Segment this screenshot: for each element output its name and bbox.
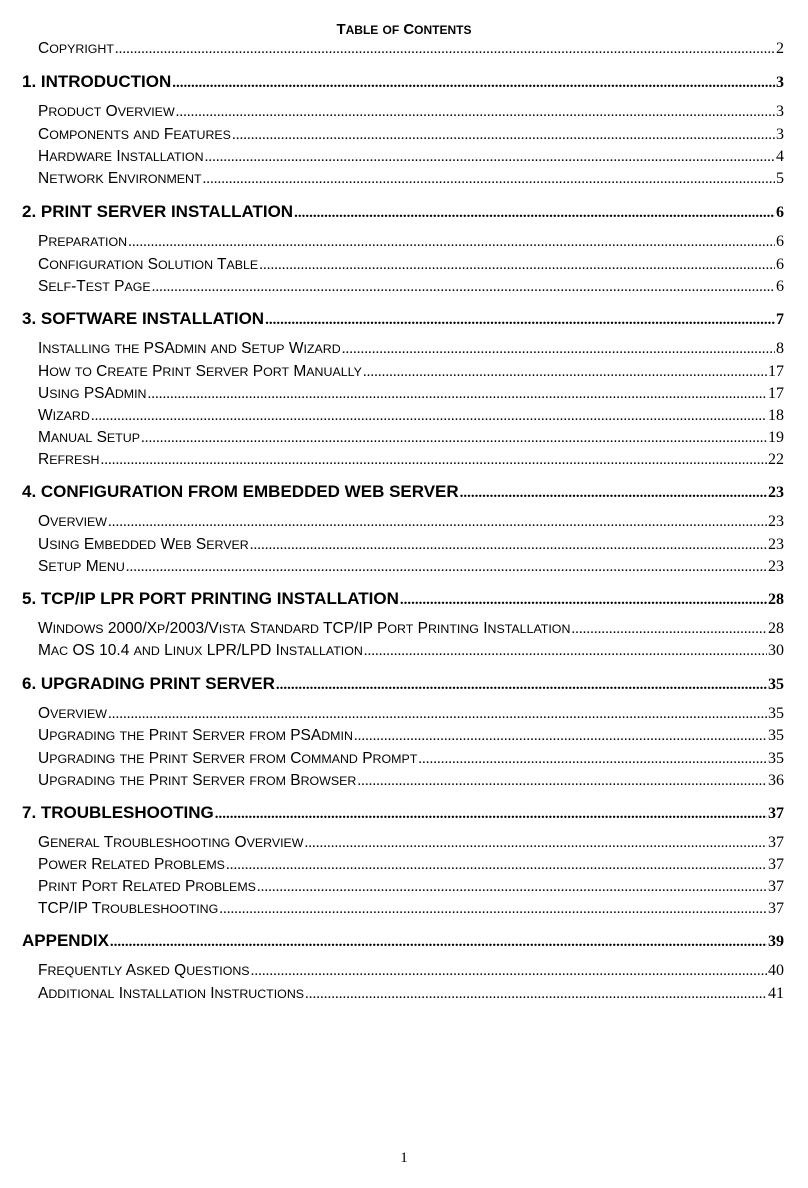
dot-leader	[128, 234, 775, 251]
toc-entry-tcpip-troubleshooting[interactable]: TCP/IP TROUBLESHOOTING ..... 37	[38, 900, 784, 920]
dot-leader	[126, 559, 767, 576]
toc-entry-general-troubleshooting[interactable]: GENERAL TROUBLESHOOTING OVERVIEW ..... 37	[38, 834, 784, 854]
dot-leader	[141, 430, 767, 447]
dot-leader	[357, 773, 767, 790]
dot-leader	[110, 934, 767, 951]
toc-entry-power-problems[interactable]: POWER RELATED PROBLEMS ..... 37	[38, 856, 784, 876]
toc-entry-self-test-page[interactable]: SELF-TEST PAGE ..... 6	[38, 278, 784, 298]
dot-leader	[215, 806, 767, 823]
dot-leader	[100, 452, 767, 469]
toc-section-print-server-installation[interactable]: 2. PRINT SERVER INSTALLATION ..... 6	[22, 202, 784, 222]
dot-leader	[364, 643, 767, 660]
toc-entry-using-embedded-web-server[interactable]: USING EMBEDDED WEB SERVER ..... 23	[38, 536, 784, 556]
toc-entry-additional-instructions[interactable]: ADDITIONAL INSTALLATION INSTRUCTIONS ..... 41	[38, 985, 784, 1005]
dot-leader	[205, 149, 775, 166]
dot-leader	[219, 901, 767, 918]
dot-leader	[108, 514, 767, 531]
toc-entry-components-features[interactable]: COMPONENTS AND FEATURES ..... 3	[38, 126, 784, 146]
toc-entry-copyright[interactable]: COPYRIGHT ..... 2	[38, 40, 784, 60]
toc-section-introduction[interactable]: 1. INTRODUCTION ..... 3	[22, 72, 784, 92]
dot-leader	[418, 751, 767, 768]
dot-leader	[305, 835, 768, 852]
page-number: 1	[400, 1150, 408, 1166]
dot-leader	[276, 677, 767, 694]
toc-title: TABLE OF CONTENTS	[336, 21, 472, 38]
dot-leader	[108, 706, 767, 723]
dot-leader	[354, 728, 767, 745]
dot-leader	[251, 963, 767, 980]
toc-section-upgrading-print-server[interactable]: 6. UPGRADING PRINT SERVER ..... 35	[22, 674, 784, 694]
toc-entry-faq[interactable]: FREQUENTLY ASKED QUESTIONS ..... 40	[38, 962, 784, 982]
toc-entry-refresh[interactable]: REFRESH ..... 22	[38, 451, 784, 471]
toc-entry-manual-setup[interactable]: MANUAL SETUP ..... 19	[38, 429, 784, 449]
dot-leader	[571, 621, 767, 638]
toc-entry-setup-menu[interactable]: SETUP MENU ..... 23	[38, 558, 784, 578]
toc-section-software-installation[interactable]: 3. SOFTWARE INSTALLATION ..... 7	[22, 309, 784, 329]
dot-leader	[148, 386, 768, 403]
dot-leader	[203, 171, 775, 188]
dot-leader	[259, 257, 775, 274]
toc-entry-product-overview[interactable]: PRODUCT OVERVIEW ..... 3	[38, 103, 784, 123]
dot-leader	[342, 341, 775, 358]
toc-entry-preparation[interactable]: PREPARATION ..... 6	[38, 233, 784, 253]
dot-leader	[265, 312, 775, 329]
dot-leader	[115, 41, 775, 58]
dot-leader	[152, 279, 775, 296]
toc-entry-upgrade-from-psadmin[interactable]: UPGRADING THE PRINT SERVER FROM PSADMIN ..... 35	[38, 727, 784, 747]
toc-entry-print-port-problems[interactable]: PRINT PORT RELATED PROBLEMS ..... 37	[38, 878, 784, 898]
dot-leader	[363, 364, 767, 381]
toc-entry-hardware-installation[interactable]: HARDWARE INSTALLATION ..... 4	[38, 148, 784, 168]
dot-leader	[294, 205, 775, 222]
toc-section-troubleshooting[interactable]: 7. TROUBLESHOOTING ..... 37	[22, 803, 784, 823]
toc-entry-upgrade-overview[interactable]: OVERVIEW ..... 35	[38, 705, 784, 725]
toc-entry-network-environment[interactable]: NETWORK ENVIRONMENT ..... 5	[38, 170, 784, 190]
toc-entry-overview[interactable]: OVERVIEW ..... 23	[38, 513, 784, 533]
toc-section-appendix[interactable]: APPENDIX ..... 39	[22, 931, 784, 951]
toc-entry-mac-linux-lpr[interactable]: MAC OS 10.4 AND LINUX LPR/LPD INSTALLATION ..... 30	[38, 642, 784, 662]
toc-entry-installing-psadmin[interactable]: INSTALLING THE PSADMIN AND SETUP WIZARD ..... 8	[38, 340, 784, 360]
dot-leader	[305, 986, 767, 1003]
toc-section-lpr-port-printing[interactable]: 5. TCP/IP LPR PORT PRINTING INSTALLATION ..... 28	[22, 589, 784, 609]
toc-entry-using-psadmin[interactable]: USING PSADMIN ..... 17	[38, 385, 784, 405]
dot-leader	[91, 408, 767, 425]
toc-entry-upgrade-from-command-prompt[interactable]: UPGRADING THE PRINT SERVER FROM COMMAND PROMPT ..... 35	[38, 750, 784, 770]
dot-leader	[250, 537, 767, 554]
dot-leader	[400, 592, 767, 609]
dot-leader	[176, 104, 775, 121]
dot-leader	[257, 879, 767, 896]
dot-leader	[226, 857, 767, 874]
toc-entry-configuration-solution-table[interactable]: CONFIGURATION SOLUTION TABLE ..... 6	[38, 256, 784, 276]
dot-leader	[232, 127, 775, 144]
toc-entry-create-port-manually[interactable]: HOW TO CREATE PRINT SERVER PORT MANUALLY ..... 17	[38, 363, 784, 383]
toc-section-embedded-web-server[interactable]: 4. CONFIGURATION FROM EMBEDDED WEB SERVER ..... 23	[22, 482, 784, 502]
dot-leader	[172, 75, 775, 92]
toc-entry-wizard[interactable]: WIZARD ..... 18	[38, 407, 784, 427]
toc-entry-upgrade-from-browser[interactable]: UPGRADING THE PRINT SERVER FROM BROWSER ..... 36	[38, 772, 784, 792]
toc-entry-windows-tcpip-port[interactable]: WINDOWS 2000/XP/2003/VISTA STANDARD TCP/IP PORT PRINTING INSTALLATION ..... 28	[38, 620, 784, 640]
dot-leader	[460, 485, 767, 502]
